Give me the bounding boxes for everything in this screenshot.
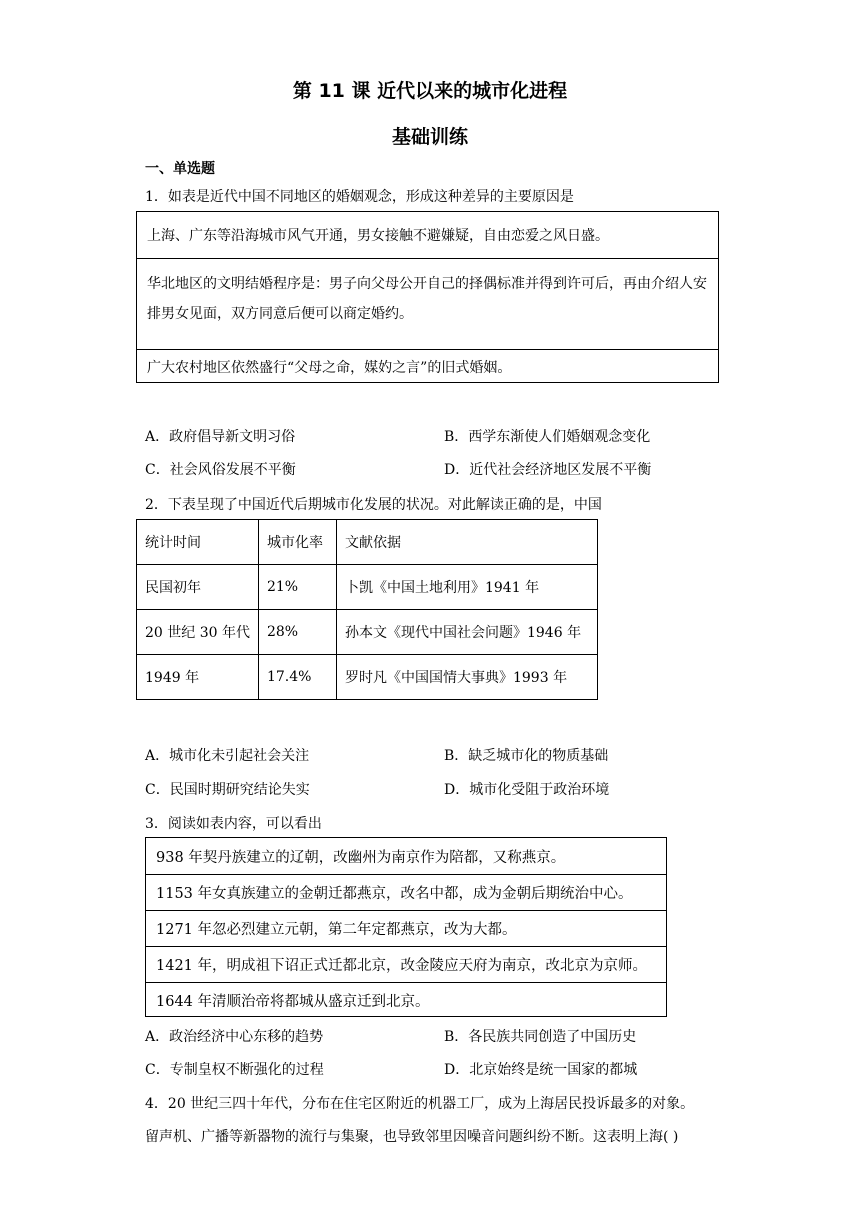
question-3-option-a[interactable]: A．政治经济中心东移的趋势: [145, 1029, 324, 1045]
question-2-option-d[interactable]: D．城市化受阻于政治环境: [444, 782, 610, 798]
question-3-option-d[interactable]: D．北京始终是统一国家的都城: [444, 1062, 638, 1078]
question-2-stem: 2．下表呈现了中国近代后期城市化发展的状况。对此解读正确的是，中国: [145, 497, 602, 513]
table-cell: 卜凯《中国土地利用》1941 年: [336, 565, 597, 610]
table-cell: 民国初年: [137, 565, 259, 610]
question-3-table: [145, 837, 667, 1017]
question-3-option-b[interactable]: B．各民族共同创造了中国历史: [444, 1029, 637, 1045]
question-2-table: [136, 519, 598, 700]
question-2-option-a[interactable]: A．城市化未引起社会关注: [145, 748, 310, 764]
column-header: 城市化率: [258, 520, 336, 565]
table-row: [137, 610, 598, 655]
table-row: 1153 年女真族建立的金朝迁都燕京，改名中都，成为金朝后期统治中心。: [146, 874, 666, 910]
section-heading: 一、单选题: [145, 161, 215, 177]
table-cell: 21%: [258, 565, 336, 610]
table-row: 1271 年忽必烈建立元朝，第二年定都燕京，改为大都。: [146, 910, 666, 946]
question-3-stem: 3．阅读如表内容，可以看出: [145, 816, 322, 832]
question-4-stem-line-2: 留声机、广播等新器物的流行与集聚，也导致邻里因噪音问题纠纷不断。这表明上海( ): [145, 1129, 679, 1145]
table-row: 938 年契丹族建立的辽朝，改幽州为南京作为陪都，又称燕京。: [156, 849, 566, 866]
table-cell: 28%: [258, 610, 336, 655]
table-row: 1644 年清顺治帝将都城从盛京迁到北京。: [146, 982, 666, 1018]
table-cell: 孙本文《现代中国社会问题》1946 年: [336, 610, 597, 655]
question-2-option-c[interactable]: C．民国时期研究结论失实: [145, 782, 310, 798]
table-cell: 罗时凡《中国国情大事典》1993 年: [336, 655, 597, 700]
question-1-option-a[interactable]: A．政府倡导新文明习俗: [145, 429, 296, 445]
table-header-row: [137, 520, 598, 565]
table-cell: 17.4%: [258, 655, 336, 700]
table-row: 广大农村地区依然盛行“父母之命，媒妁之言”的旧式婚姻。: [137, 349, 718, 384]
table-row: [137, 565, 598, 610]
question-1-option-b[interactable]: B．西学东渐使人们婚姻观念变化: [444, 429, 651, 445]
question-1-option-c[interactable]: C．社会风俗发展不平衡: [145, 462, 296, 478]
question-4-stem-line-1: 4．20 世纪三四十年代，分布在住宅区附近的机器工厂，成为上海居民投诉最多的对象。: [145, 1096, 695, 1112]
question-2-option-b[interactable]: B．缺乏城市化的物质基础: [444, 748, 609, 764]
question-1-stem: 1．如表是近代中国不同地区的婚姻观念，形成这种差异的主要原因是: [145, 189, 574, 205]
table-cell: 20 世纪 30 年代: [137, 610, 259, 655]
question-3-option-c[interactable]: C．专制皇权不断强化的过程: [145, 1062, 324, 1078]
page-subtitle: 基础训练: [391, 126, 468, 148]
column-header: 统计时间: [137, 520, 259, 565]
table-cell: 1949 年: [137, 655, 259, 700]
question-1-table: [136, 211, 719, 383]
page-title: 第 11 课 近代以来的城市化进程: [292, 80, 568, 102]
table-row: [137, 655, 598, 700]
question-1-option-d[interactable]: D．近代社会经济地区发展不平衡: [444, 462, 652, 478]
table-row: 华北地区的文明结婚程序是：男子向父母公开自己的择偶标准并得到许可后，再由介绍人安排男女见面，双方同意后便可以商定婚约。: [137, 258, 718, 349]
column-header: 文献依据: [336, 520, 597, 565]
table-row: 上海、广东等沿海城市风气开通，男女接触不避嫌疑，自由恋爱之风日盛。: [147, 228, 609, 244]
table-row: 1421 年，明成祖下诏正式迁都北京，改金陵应天府为南京，改北京为京师。: [146, 946, 666, 982]
